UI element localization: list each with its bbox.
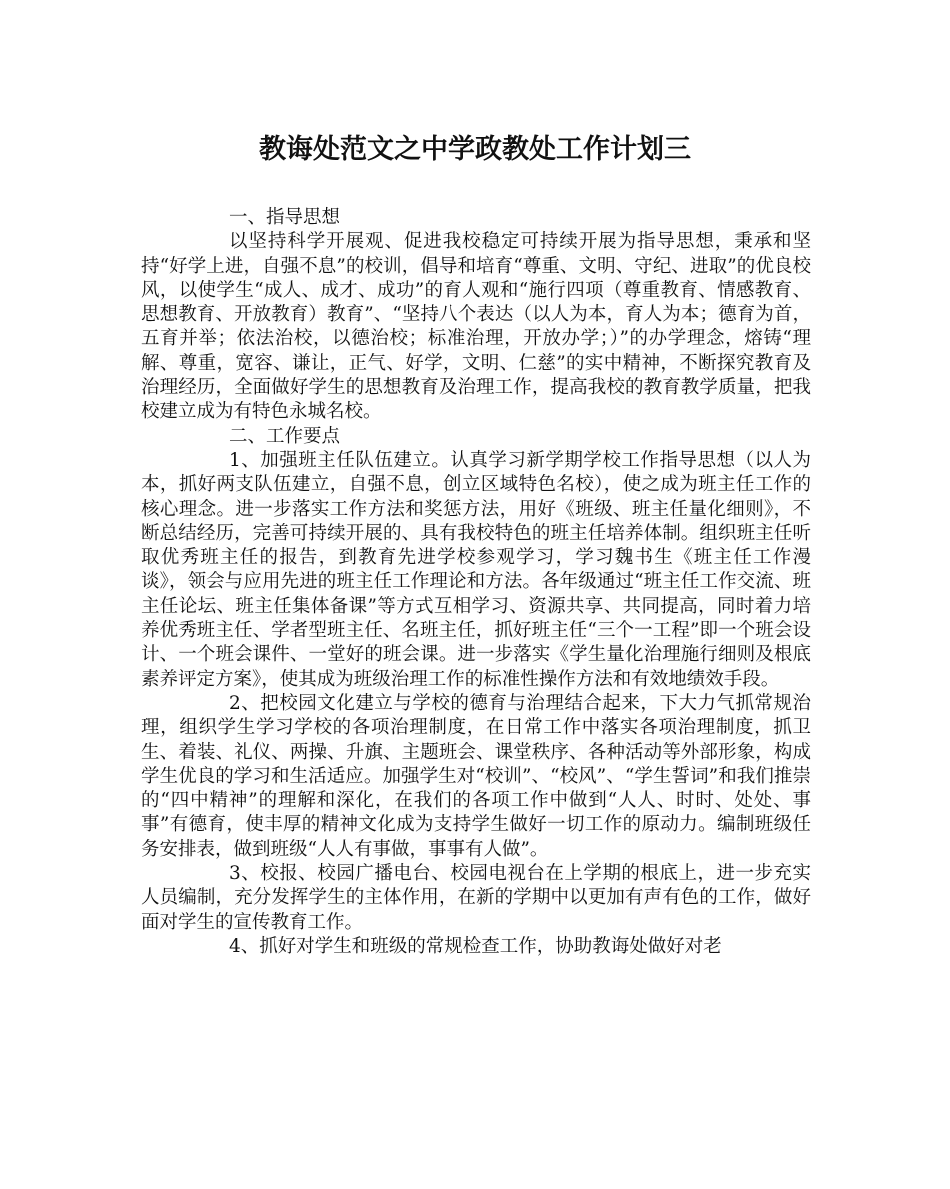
paragraph: 2、把校园文化建立与学校的德育与治理结合起来，下大力气抓常规治理，组织学生学习学校的各项治理制度，在日常工作中落实各项治理制度，抓卫生、着装、礼仪、两操、升旗、主题班会、课堂秩序、各种活动等外部形象，构成学生优良的学习和生活适应。加强学生对“校训”、“校风”、“学生誓词”和我们推崇的“四中精神”的理解和深化，在我们的各项工作中做到“人人、时时、处处、事事”有德育，使丰厚的精神文化成为支持学生做好一切工作的原动力。编制班级任务安排表，做到班级“人人有事做，事事有人做”。: [141, 692, 811, 860]
paragraph: 1、加强班主任队伍建立。认真学习新学期学校工作指导思想（以人为本，抓好两支队伍建立，自强不息，创立区域特色名校），使之成为班主任工作的核心理念。进一步落实工作方法和奖惩方法，用好《班级、班主任量化细则》，不断总结经历，完善可持续开展的、具有我校特色的班主任培养体制。组织班主任听取优秀班主任的报告，到教育先进学校参观学习，学习魏书生《班主任工作漫谈》，领会与应用先进的班主任工作理论和方法。各年级通过“班主任工作交流、班主任论坛、班主任集体备课”等方式互相学习、资源共享、共同提高，同时着力培养优秀班主任、学者型班主任、名班主任，抓好班主任“三个一工程”即一个班会设计、一个班会课件、一堂好的班会课。进一步落实《学生量化治理施行细则及根底素养评定方案》，使其成为班级治理工作的标准性操作方法和有效地绩效手段。: [141, 449, 811, 690]
document-body: [141, 206, 811, 959]
section-heading: 二、工作要点: [229, 425, 341, 447]
section-heading: 一、指导思想: [229, 207, 341, 228]
paragraph: 3、校报、校园广播电台、校园电视台在上学期的根底上，进一步充实人员编制，充分发挥学生的主体作用，在新的学期中以更加有声有色的工作，做好面对学生的宣传教育工作。: [141, 863, 811, 933]
paragraph: 以坚持科学开展观、促进我校稳定可持续开展为指导思想，秉承和坚持“好学上进，自强不息”的校训，倡导和培育“尊重、文明、守纪、进取”的优良校风，以使学生“成人、成才、成功”的育人观和“施行四项（尊重教育、情感教育、思想教育、开放教育）教育”、“坚持八个表达（以人为本，育人为本；德育为首，五育并举；依法治校，以德治校；标准治理，开放办学；）”的办学理念，熔铸“理解、尊重，宽容、谦让，正气、好学，文明、仁慈”的实中精神，不断探究教育及治理经历，全面做好学生的思想教育及治理工作，提高我校的教育教学质量，把我校建立成为有特色永城名校。: [141, 231, 811, 423]
paragraph: 4、抓好对学生和班级的常规检查工作，协助教诲处做好对老: [229, 935, 722, 957]
document-title: 教诲处范文之中学政教处工作计划三: [259, 134, 691, 165]
